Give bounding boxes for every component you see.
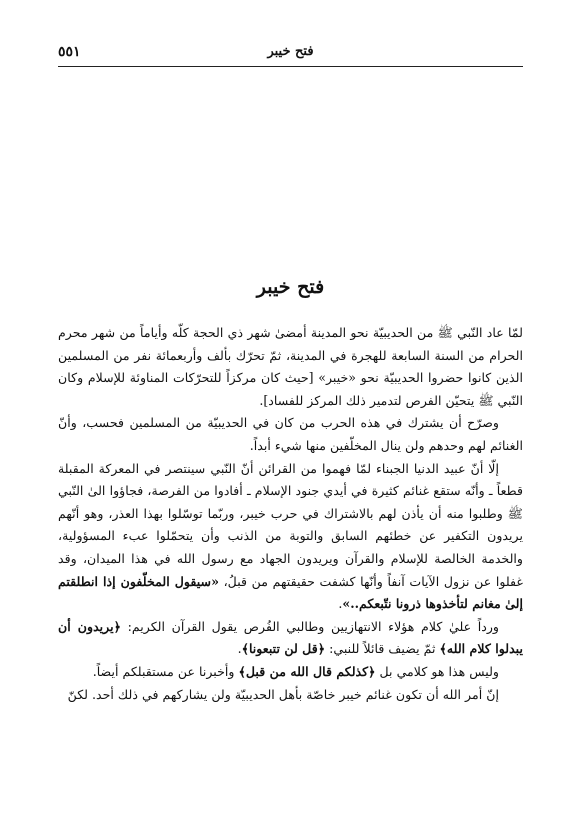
quran-quote: ﴿يريدون أن يبدلوا كلام الله﴾ xyxy=(58,618,523,657)
paragraph-text: إلّا أنّ عبيد الدنيا الجبناء لمّا فهموا من القرائن أنّ النّبي سينتصر في المعركة المقبلة قطعاً ـ وأنّه ستقع غنائم كثيرة في أيدي جنود الإسلام ـ أفادوا من الفرصة، فجاؤوا الىٰ النّبي ﷺ وطلبوا منه أن يأذن لهم بالاشتراك في حرب خيبر، وربّما توسّلوا بهذا العذر، وهو أنّهم يريدون التكفير عن خطئهم السابق والتوبة من الذنب وأن يتحمّلوا عبء المسؤولية، والخدمة الخالصة للإسلام والقرآن ويريدون الجهاد مع رسول الله في هذا الميدان، وقد غفلوا عن نزول الآيات آنفاً وأنّها كشفت حقيقتهم من قبلُ، xyxy=(58,460,524,589)
paragraph-text: إنّ أمر الله أن تكون غنائم خيبر خاصّة بأهل الحديبيّة ولن يشاركهم في ذلك أحد. لكنّ xyxy=(67,686,499,702)
running-title: فتح خيبر xyxy=(267,44,314,59)
chapter-title: فتح خيبر xyxy=(256,276,325,298)
body-text xyxy=(58,322,523,706)
paragraph-6 xyxy=(58,684,523,707)
quran-quote: «سيقول المخلّفون إذا انطلقتم إلىٰ مغانم لتأخذوها ذرونا نتّبعكم..» xyxy=(58,573,523,612)
paragraph-5 xyxy=(58,661,523,684)
paragraph-text: . xyxy=(237,641,242,657)
paragraph-text: ثمّ يضيف قائلاً للنبي: xyxy=(325,641,440,657)
running-header xyxy=(58,44,523,66)
paragraph-text: وأخبرنا عن مستقبلكم أيضاً. xyxy=(92,663,239,679)
paragraph-1 xyxy=(58,322,523,412)
paragraph-3 xyxy=(58,458,523,616)
page-number: ٥٥١ xyxy=(58,44,81,60)
paragraph-4 xyxy=(58,616,523,661)
quran-quote: ﴿قل لن تتبعونا﴾ xyxy=(241,641,326,657)
quran-quote: ﴿كذلكم قال الله من قبل﴾ xyxy=(238,663,376,679)
paragraph-text: ورداً عليٰ كلام هؤلاء الانتهازيين وطالبي الفُرص يقول القرآن الكريم: xyxy=(121,618,500,634)
header-rule xyxy=(58,66,523,67)
paragraph-text: . xyxy=(338,596,343,612)
paragraph-text: وليس هذا هو كلامي بل xyxy=(375,663,499,679)
paragraph-text: وصرّح أن يشترك في هذه الحرب من كان في الحديبيّة من المسلمين فحسب، وأنّ الغنائم لهم وحدهم ولن ينال المخلّفين منها شيء أبداً. xyxy=(58,415,523,453)
paragraph-2 xyxy=(58,412,523,457)
paragraph-text: لمّا عاد النّبي ﷺ من الحديبيّة نحو المدينة أمضىٰ شهر ذي الحجة كلّه وأياماً من شهر محرم الحرام من السنة السابعة للهجرة في المدينة، ثمّ تحرّك بألف وأربعمائة نفر من المسلمين الذين كانوا حضروا الحديبيّة نحو «خيبر» [حيث كان مركزاً للتحرّكات المناوئة للإسلام وكان النّبي ﷺ يتحيّن الفرص لتدمير ذلك المركز للفساد]. xyxy=(58,325,523,408)
